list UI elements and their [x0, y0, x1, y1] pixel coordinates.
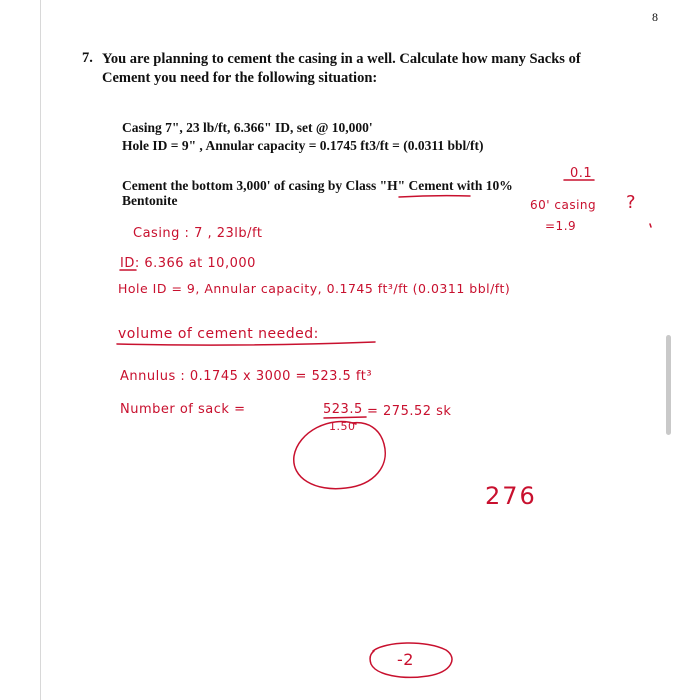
- scrollbar[interactable]: [666, 335, 671, 435]
- hand-side-question: ?: [626, 192, 637, 213]
- volume-heading-underline: [117, 342, 375, 345]
- page-number: 8: [652, 10, 658, 24]
- hand-id-note: ID: 6.366 at 10,000: [120, 256, 256, 271]
- bentonite-underline: [399, 196, 470, 197]
- given-hole: Hole ID = 9" , Annular capacity = 0.1745 ft3/ft = (0.0311 bbl/ft): [122, 138, 484, 153]
- hand-volume-heading: volume of cement needed:: [118, 326, 319, 342]
- hand-side-result: =1.9: [545, 219, 577, 233]
- hand-score: -2: [397, 650, 414, 669]
- hand-hole-note: Hole ID = 9, Annular capacity, 0.1745 ft³/ft (0.0311 bbl/ft): [118, 281, 511, 296]
- question-text-line-2: Cement you need for the following situation:: [102, 70, 378, 86]
- hand-final-answer: 276: [485, 482, 537, 510]
- hand-sacks-denominator: 1.50: [329, 420, 356, 433]
- hand-annulus-calc: Annulus : 0.1745 x 3000 = 523.5 ft³: [120, 369, 373, 384]
- fraction-bar: [324, 417, 366, 418]
- margin-tick: [650, 224, 651, 227]
- hand-sacks-result: = 275.52 sk: [367, 404, 452, 419]
- question-text: [102, 50, 622, 88]
- given-additive: Bentonite: [122, 193, 178, 208]
- hand-side-value: 0.1: [570, 166, 593, 181]
- question-text-line-1: You are planning to cement the casing in a well. Calculate how many Sacks of: [102, 51, 581, 67]
- hand-sacks-label: Number of sack =: [120, 402, 246, 417]
- given-instruction: Cement the bottom 3,000' of casing by Class "H" Cement with 10%: [122, 178, 513, 193]
- page-left-rule: [40, 0, 41, 700]
- hand-casing-note: Casing : 7 , 23lb/ft: [133, 226, 263, 241]
- hand-sacks-numerator: 523.5: [323, 402, 363, 417]
- given-casing: Casing 7", 23 lb/ft, 6.366" ID, set @ 10,000': [122, 120, 373, 135]
- hand-side-casing: 60' casing: [530, 198, 597, 212]
- question-number: 7.: [82, 50, 93, 66]
